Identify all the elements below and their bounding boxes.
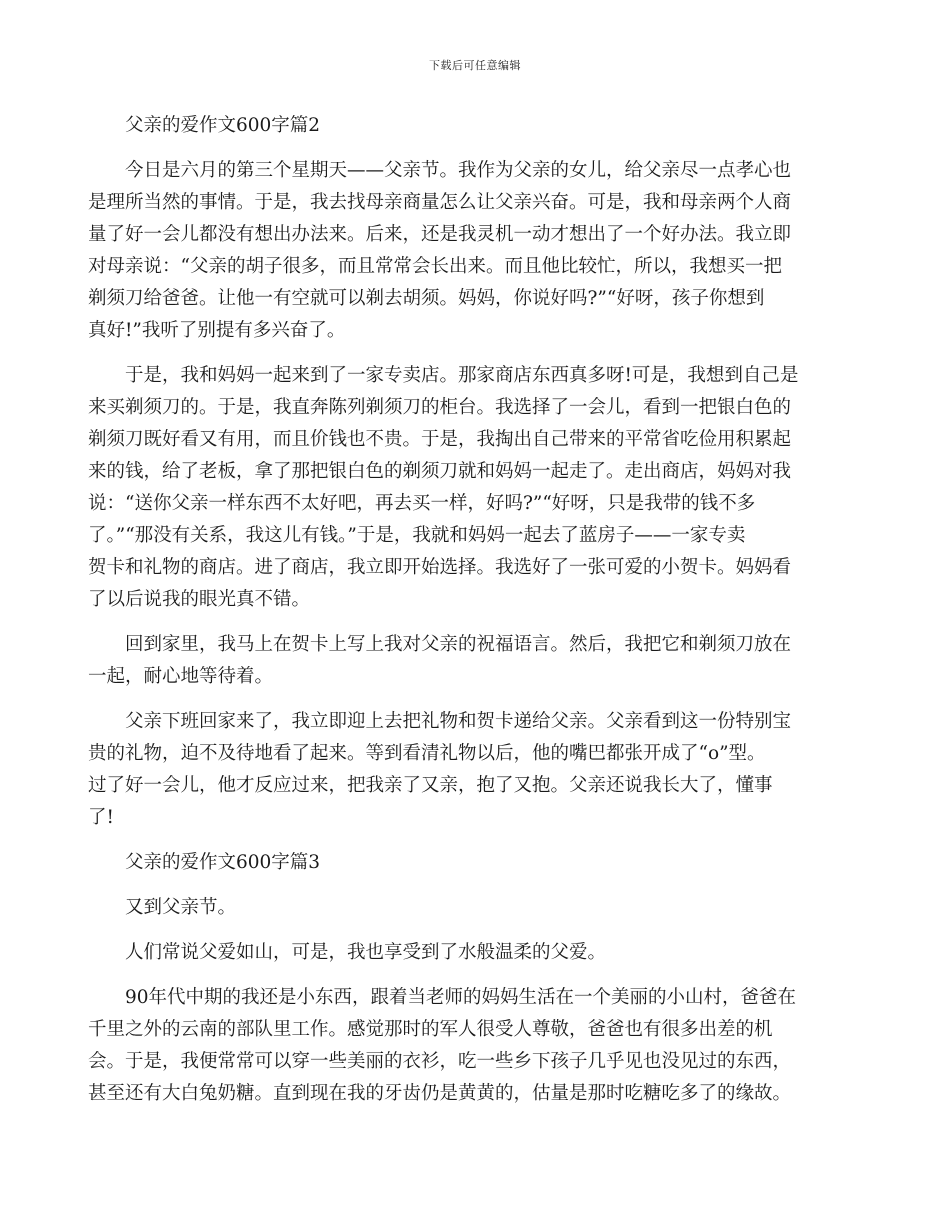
text-line: 又到父亲节。 xyxy=(125,897,237,918)
paragraph xyxy=(88,360,862,616)
document-body xyxy=(88,110,862,1123)
text-line: 量了好一会儿都没有想出办法来。后来，还是我灵机一动才想出了一个好办法。我立即 xyxy=(88,224,792,245)
text-line: 90年代中期的我还是小东西，跟着当老师的妈妈生活在一个美丽的小山村，爸爸在 xyxy=(125,987,797,1008)
paragraph xyxy=(88,982,862,1110)
text-line: 贺卡和礼物的商店。进了商店，我立即开始选择。我选好了一张可爱的小贺卡。妈妈看 xyxy=(88,557,792,578)
text-line: 父亲下班回家来了，我立即迎上去把礼物和贺卡递给父亲。父亲看到这一份特别宝 xyxy=(125,711,792,732)
text-line: 过了好一会儿，他才反应过来，把我亲了又亲，抱了又抱。父亲还说我长大了，懂事 xyxy=(88,775,773,796)
heading-text: 父亲的爱作文600字篇2 xyxy=(125,115,321,136)
text-line: 来的钱，给了老板，拿了那把银白色的剃须刀就和妈妈一起走了。走出商店，妈妈对我 xyxy=(88,461,792,482)
text-line: 剃须刀既好看又有用，而且价钱也不贵。于是，我掏出自己带来的平常省吃俭用积累起 xyxy=(88,429,792,450)
text-line: 人们常说父爱如山，可是，我也享受到了水般温柔的父爱。 xyxy=(125,942,607,963)
paragraph xyxy=(88,706,862,834)
paragraph xyxy=(88,937,862,969)
section-heading xyxy=(88,847,862,879)
paragraph xyxy=(88,629,862,693)
text-line: 是理所当然的事情。于是，我去找母亲商量怎么让父亲兴奋。可是，我和母亲两个人商 xyxy=(88,192,792,213)
text-line: 剃须刀给爸爸。让他一有空就可以剃去胡须。妈妈，你说好吗?”“好呀，孩子你想到 xyxy=(88,288,765,309)
text-line: 会。于是，我便常常可以穿一些美丽的衣衫，吃一些乡下孩子几乎见也没见过的东西， xyxy=(88,1051,792,1072)
heading-text: 父亲的爱作文600字篇3 xyxy=(125,852,321,873)
text-line: 今日是六月的第三个星期天——父亲节。我作为父亲的女儿，给父亲尽一点孝心也 xyxy=(125,160,792,181)
text-line: 来买剃须刀的。于是，我直奔陈列剃须刀的柜台。我选择了一会儿，看到一把银白色的 xyxy=(88,397,792,418)
text-line: 回到家里，我马上在贺卡上写上我对父亲的祝福语言。然后，我把它和剃须刀放在 xyxy=(125,634,792,655)
text-line: 了以后说我的眼光真不错。 xyxy=(88,589,311,610)
paragraph xyxy=(88,892,862,924)
paragraph xyxy=(88,155,862,347)
text-line: 一起，耐心地等待着。 xyxy=(88,666,274,687)
text-line: 千里之外的云南的部队里工作。感觉那时的军人很受人尊敬，爸爸也有很多出差的机 xyxy=(88,1019,773,1040)
text-line: 于是，我和妈妈一起来到了一家专卖店。那家商店东西真多呀!可是，我想到自己是 xyxy=(125,365,799,386)
text-line: 说：“送你父亲一样东西不太好吧，再去买一样，好吗?”“好呀，只是我带的钱不多 xyxy=(88,493,756,514)
text-line: 贵的礼物，迫不及待地看了起来。等到看清礼物以后，他的嘴巴都张开成了“o”型。 xyxy=(88,743,766,764)
text-line: 真好!”我听了别提有多兴奋了。 xyxy=(88,320,346,341)
text-line: 对母亲说：“父亲的胡子很多，而且常常会长出来。而且他比较忙，所以，我想买一把 xyxy=(88,256,782,277)
text-line: 了! xyxy=(88,807,114,828)
text-line: 甚至还有大白兔奶糖。直到现在我的牙齿仍是黄黄的，估量是那时吃糖吃多了的缘故。 xyxy=(88,1083,792,1104)
section-heading xyxy=(88,110,862,142)
header-note: 下载后可任意编辑 xyxy=(429,59,521,72)
text-line: 了。”“那没有关系，我这儿有钱。”于是，我就和妈妈一起去了蓝房子——一家专卖 xyxy=(88,525,746,546)
